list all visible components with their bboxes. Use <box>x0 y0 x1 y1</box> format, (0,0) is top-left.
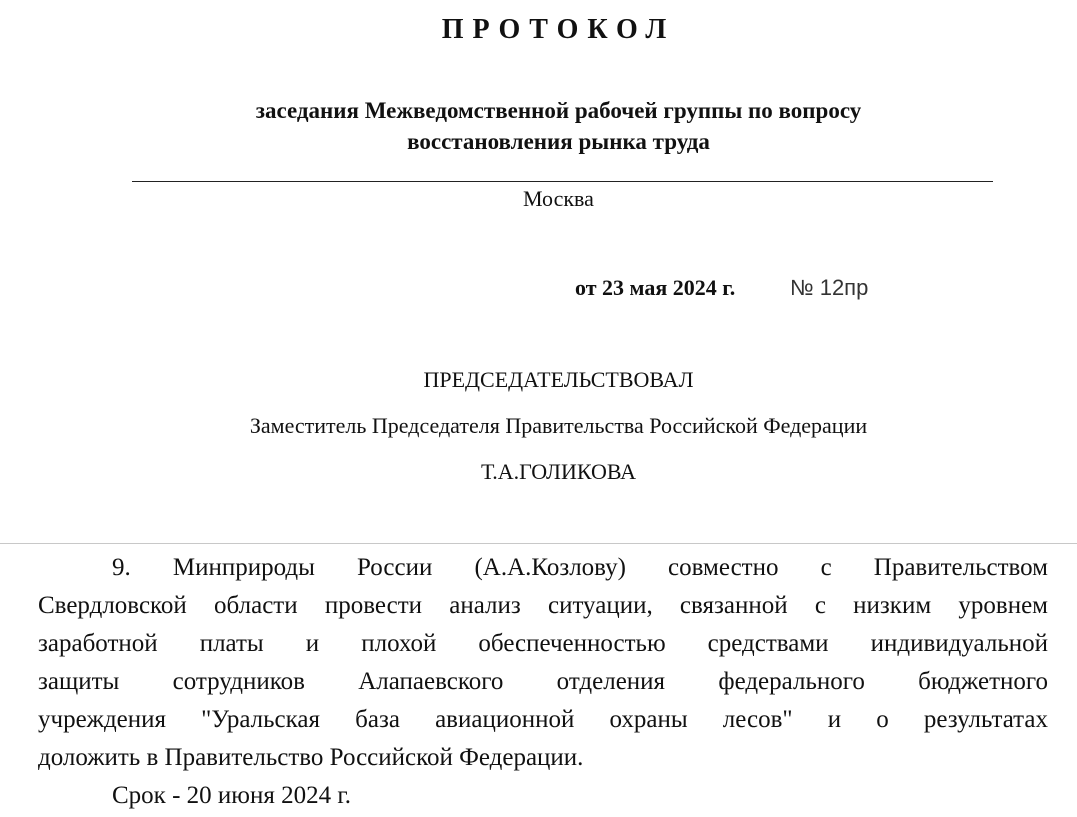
item-line-2: Свердловской области провести анализ ситуации, связанной с низким уровнем <box>38 592 1048 619</box>
document-title: ПРОТОКОЛ <box>441 14 676 45</box>
item-line-4: защиты сотрудников Алапаевского отделения федерального бюджетного <box>38 668 1048 695</box>
subtitle-line-2: восстановления рынка труда <box>407 129 710 154</box>
item-deadline: Срок - 20 июня 2024 г. <box>112 782 352 809</box>
chair-name: Т.А.ГОЛИКОВА <box>480 459 637 484</box>
item-line-3: заработной платы и плохой обеспеченностью средствами индивидуальной <box>38 630 1048 657</box>
city-label: Москва <box>523 186 594 211</box>
header-rule <box>132 181 993 182</box>
item-line-6: доложить в Правительство Российской Федерации. <box>38 744 584 771</box>
chair-label: ПРЕДСЕДАТЕЛЬСТВОВАЛ <box>423 367 694 392</box>
document-number: № 12пр <box>790 275 869 300</box>
subtitle-line-1: заседания Межведомственной рабочей группы по вопросу <box>255 98 862 123</box>
chair-position: Заместитель Председателя Правительства Российской Федерации <box>249 413 868 438</box>
item-line-1: 9. Минприроды России (А.А.Козлову) совместно с Правительством <box>112 554 1048 581</box>
item-line-5: учреждения "Уральская база авиационной охраны лесов" и о результатах <box>38 706 1048 733</box>
section-divider <box>0 543 1077 544</box>
document-subtitle <box>0 95 1077 157</box>
document-date: от 23 мая 2024 г. <box>575 275 736 300</box>
